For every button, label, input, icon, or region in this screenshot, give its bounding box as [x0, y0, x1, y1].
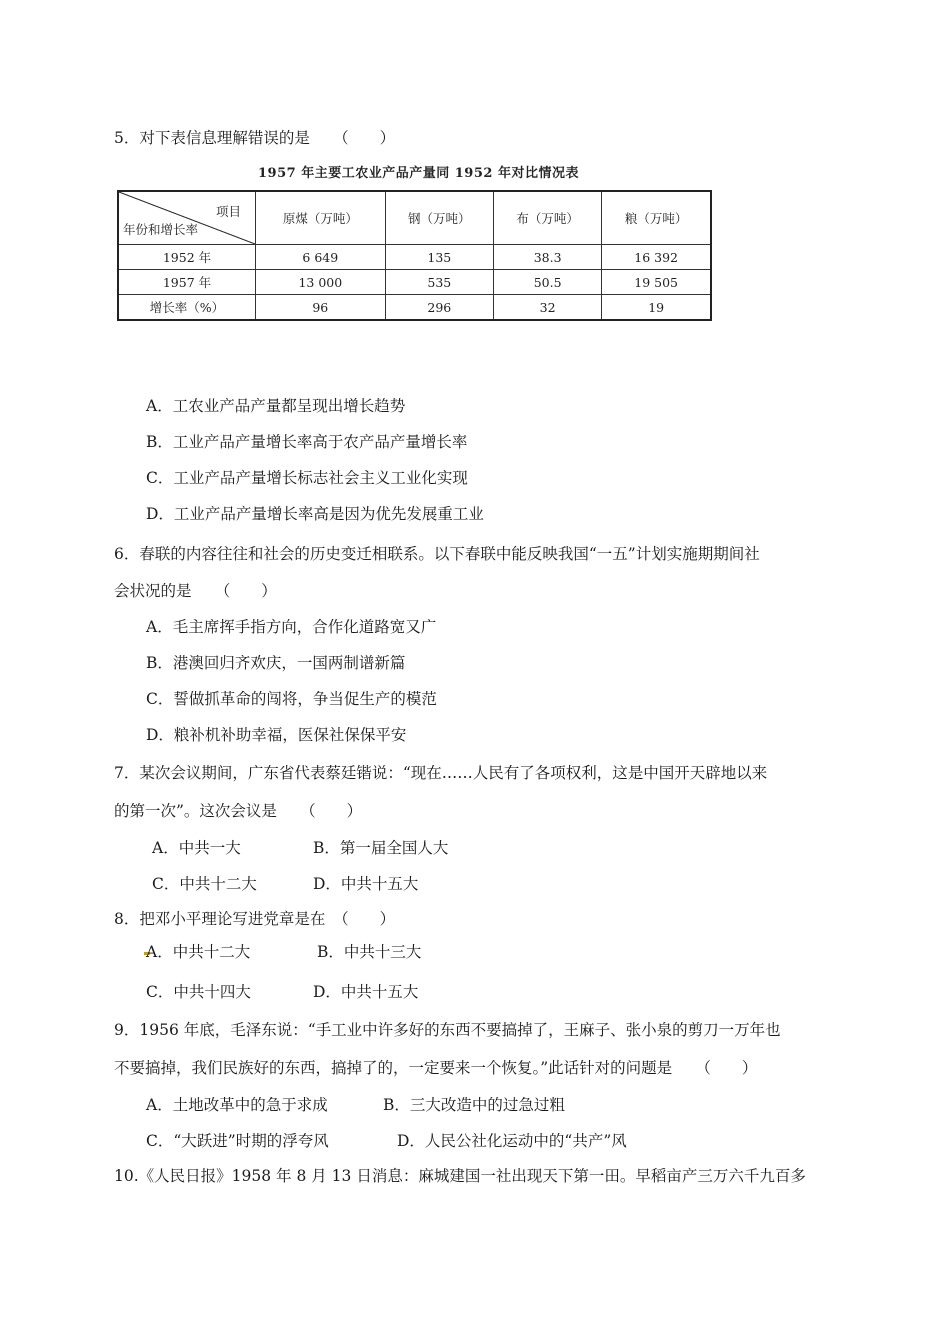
table-cell: 96 [256, 295, 386, 321]
q8-option-d: D．中共十五大 [313, 983, 419, 1001]
q6-option-b: B．港澳回归齐欢庆，一国两制谱新篇 [146, 654, 406, 672]
table-row [118, 270, 711, 295]
table-cell: 296 [385, 295, 493, 321]
q10-stem-line1: 10.《人民日报》1958 年 8 月 13 日消息：麻城建国一社出现天下第一田。早稻亩产三万六千九百多 [114, 1167, 806, 1185]
q7-option-a: A．中共一大 [152, 839, 241, 857]
table-cell: 38.3 [493, 245, 601, 270]
table-cell: 13 000 [256, 270, 386, 295]
column-header: 钢（万吨） [385, 191, 493, 245]
q9-option-c: C．“大跃进”时期的浮夸风 [146, 1132, 329, 1150]
q6-option-d: D．粮补机补助幸福，医保社保保平安 [146, 726, 407, 744]
production-table [117, 190, 712, 321]
q7-stem-line2: 的第一次”。这次会议是 （ ） [114, 802, 363, 820]
corner-label-year: 年份和增长率 [123, 222, 199, 237]
row-label: 1957 年 [118, 270, 256, 295]
q7-stem-line1: 7．某次会议期间，广东省代表蔡廷锴说：“现在……人民有了各项权利，这是中国开天辟地以来 [114, 764, 768, 782]
q8-option-b: B．中共十三大 [317, 943, 422, 961]
table-cell: 16 392 [602, 245, 711, 270]
table-cell: 19 505 [602, 270, 711, 295]
q7-option-d: D．中共十五大 [313, 875, 419, 893]
corner-label-item: 项目 [215, 204, 241, 219]
q8-stem: 8．把邓小平理论写进党章是在 （ ） [114, 910, 396, 928]
q9-stem-line2: 不要搞掉，我们民族好的东西，搞掉了的，一定要来一个恢复。”此话针对的问题是 （ ） [114, 1059, 758, 1077]
row-label: 增长率（%） [118, 295, 256, 321]
q7-option-c: C．中共十二大 [152, 875, 257, 893]
q9-stem-line1: 9．1956 年底，毛泽东说：“手工业中许多好的东西不要搞掉了，王麻子、张小泉的剪刀一万年也 [114, 1021, 781, 1039]
q5-option-c: C．工业产品产量增长标志社会主义工业化实现 [146, 469, 468, 487]
table-row [118, 245, 711, 270]
q5-stem: 5．对下表信息理解错误的是 （ ） [114, 129, 396, 147]
table-corner-cell [118, 191, 256, 245]
q7-option-b: B．第一届全国人大 [313, 839, 449, 857]
q8-option-c: C．中共十四大 [146, 983, 251, 1001]
table-cell: 19 [602, 295, 711, 321]
table-cell: 135 [385, 245, 493, 270]
table-cell: 535 [385, 270, 493, 295]
q5-option-d: D．工业产品产量增长率高是因为优先发展重工业 [146, 505, 484, 523]
table-title: 1957 年主要工农业产品产量同 1952 年对比情况表 [258, 166, 579, 181]
q5-option-b: B．工业产品产量增长率高于农产品产量增长率 [146, 433, 468, 451]
column-header: 原煤（万吨） [256, 191, 386, 245]
q9-option-a: A．土地改革中的急于求成 [146, 1096, 328, 1114]
q6-option-c: C．誓做抓革命的闯将，争当促生产的模范 [146, 690, 437, 708]
table-row [118, 295, 711, 321]
q6-option-a: A．毛主席挥手指方向，合作化道路宽又广 [146, 618, 437, 636]
table-cell: 6 649 [256, 245, 386, 270]
q6-stem-line1: 6．春联的内容往往和社会的历史变迁相联系。以下春联中能反映我国“一五”计划实施期期间社 [114, 545, 760, 563]
table-cell: 32 [493, 295, 601, 321]
q9-option-d: D．人民公社化运动中的“共产”风 [397, 1132, 627, 1150]
column-header: 粮（万吨） [602, 191, 711, 245]
q5-option-a: A．工农业产品产量都呈现出增长趋势 [146, 397, 406, 415]
row-label: 1952 年 [118, 245, 256, 270]
q9-option-b: B．三大改造中的过急过粗 [383, 1096, 565, 1114]
table-cell: 50.5 [493, 270, 601, 295]
q6-stem-line2: 会状况的是 （ ） [114, 582, 277, 600]
q8-option-a: A．中共十二大 [146, 943, 251, 961]
column-header: 布（万吨） [493, 191, 601, 245]
